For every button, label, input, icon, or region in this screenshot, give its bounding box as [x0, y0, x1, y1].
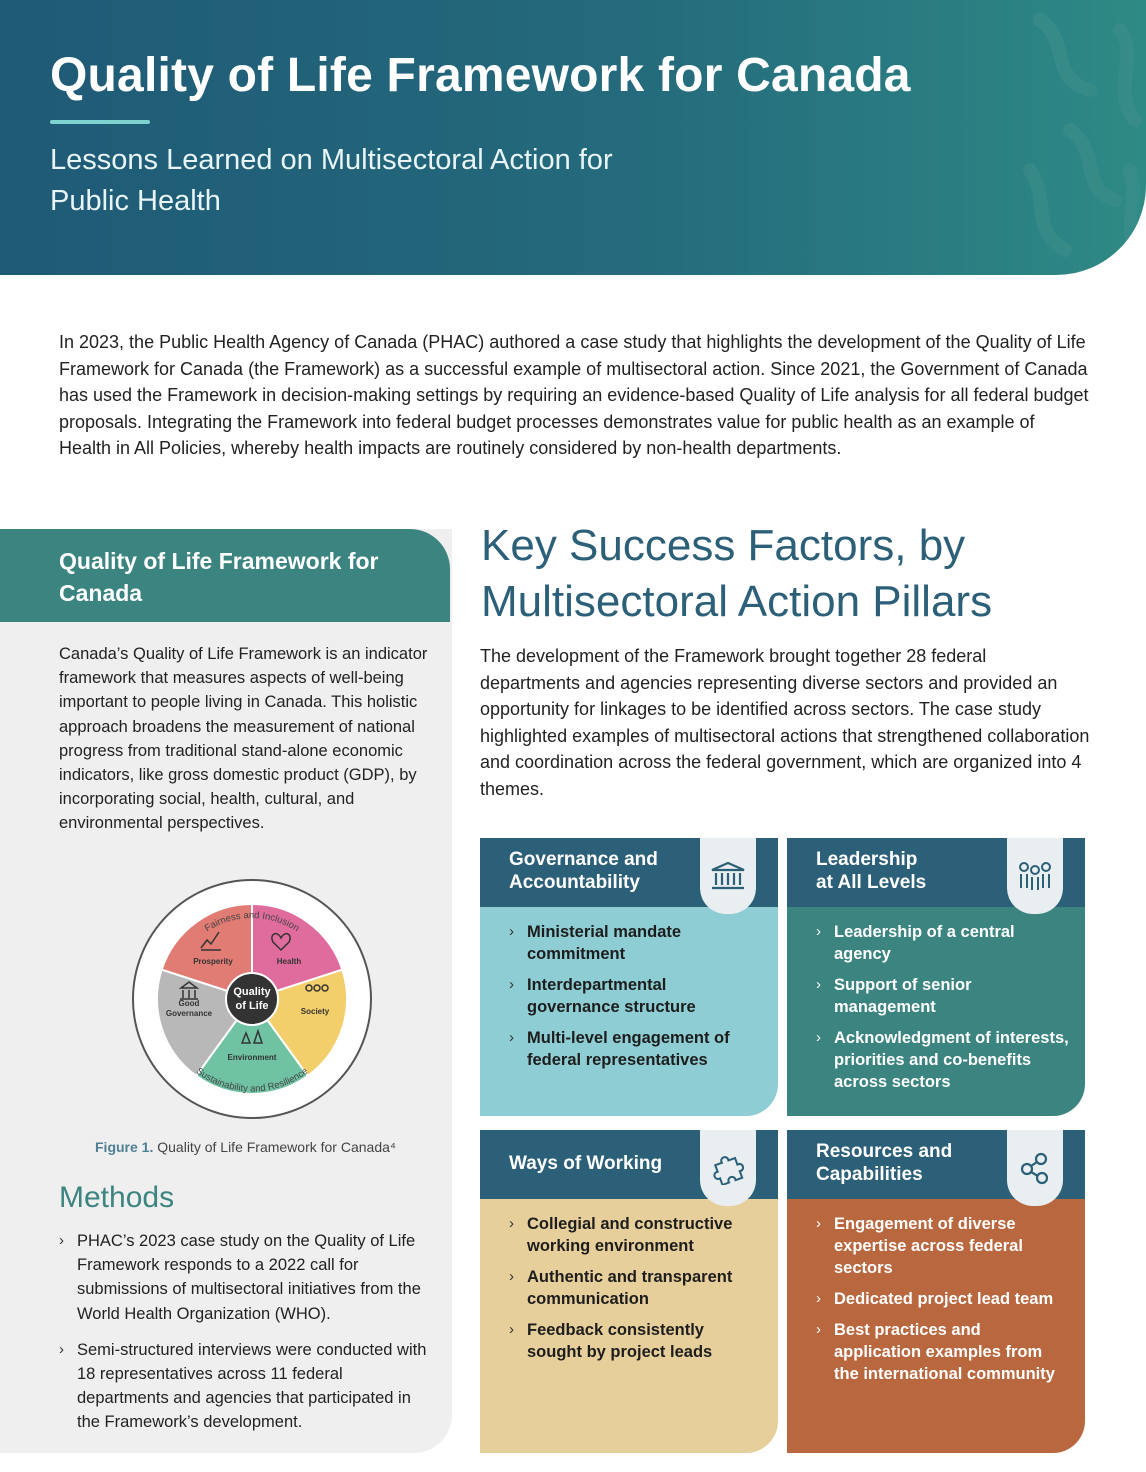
list-item: › Engagement of diverse expertise across federal sectors — [816, 1215, 1023, 1277]
wheel-center-line2: of Life — [235, 1000, 269, 1012]
sidebar-panel — [0, 529, 452, 1453]
card-title: Leadership at All Levels — [816, 849, 927, 893]
institution-icon — [709, 860, 747, 892]
card-icon-tab — [700, 838, 756, 914]
sidebar-body: Canada’s Quality of Life Framework is an indicator framework that measures aspects of well-being important to people living in Canada. This holistic approach broadens the measurement of national progress from traditional stand-alone economic indicators, like gross domestic product (GDP), by incorporating social, health, cultural, and environmental perspectives. — [59, 645, 428, 833]
page-subtitle: Lessons Learned on Multisectoral Action for Public Health — [50, 144, 613, 217]
card-icon-tab — [1007, 838, 1063, 914]
title-rule — [50, 120, 150, 124]
sidebar-title: Quality of Life Framework for Canada — [59, 548, 379, 606]
card-header — [787, 838, 1085, 907]
card-title: Resources and Capabilities — [816, 1141, 953, 1185]
chevron-right-icon: › — [816, 1215, 821, 1232]
card-icon-tab — [700, 1130, 756, 1206]
card-header — [787, 1130, 1085, 1199]
chevron-right-icon: › — [816, 923, 821, 940]
list-item: › Best practices and application examples from the international community — [816, 1321, 1055, 1383]
decorative-pattern-icon — [1010, 0, 1146, 275]
card-icon-tab — [1007, 1130, 1063, 1206]
network-icon — [1018, 1151, 1052, 1185]
chevron-right-icon: › — [509, 1321, 514, 1338]
pillar-card-leadership — [787, 838, 1085, 1116]
label-governance: Governance — [165, 1009, 213, 1018]
label-health: Health — [276, 957, 302, 966]
list-item: › Authentic and transparent communication — [509, 1268, 733, 1308]
label-environment: Environment — [227, 1053, 277, 1062]
label-society: Society — [300, 1007, 330, 1016]
list-item: › Support of senior management — [816, 976, 972, 1016]
chevron-right-icon: › — [509, 923, 514, 940]
section-title: Key Success Factors, by Multisectoral Action Pillars — [481, 521, 993, 626]
label-prosperity: Prosperity — [193, 957, 233, 966]
list-item: › Collegial and constructive working environment — [509, 1215, 733, 1255]
list-item: › Multi-level engagement of federal representatives — [509, 1029, 730, 1069]
card-title: Governance and Accountability — [509, 849, 658, 893]
list-item: › PHAC’s 2023 case study on the Quality of Life Framework responds to a 2022 call for submissions of multisectoral initiatives from the World Health Organization (WHO). — [59, 1229, 429, 1326]
caption-text: Quality of Life Framework for Canada⁴ — [153, 1139, 396, 1155]
arc-label-bottom: Sustainability and Resilience — [193, 1065, 311, 1095]
chevron-right-icon: › — [816, 1290, 821, 1307]
arc-label-top: Fairness and Inclusion — [202, 909, 302, 935]
list-item: › Feedback consistently sought by project leads — [509, 1321, 713, 1361]
header-banner — [0, 0, 1146, 275]
caption-label: Figure 1. — [95, 1139, 154, 1155]
wheel-center-line1: Quality — [233, 986, 271, 998]
list-item: › Leadership of a central agency — [816, 923, 1015, 963]
card-header — [480, 1130, 778, 1199]
chevron-right-icon: › — [816, 976, 821, 993]
chevron-right-icon: › — [816, 1321, 821, 1338]
sidebar-heading-bar — [0, 529, 450, 622]
chevron-right-icon: › — [509, 1268, 514, 1285]
list-item: › Acknowledgment of interests, priorities and co-benefits across sectors — [816, 1029, 1069, 1091]
chevron-right-icon: › — [509, 1029, 514, 1046]
methods-title: Methods — [59, 1181, 175, 1214]
chevron-right-icon: › — [509, 1215, 514, 1232]
label-good: Good — [178, 999, 200, 1008]
list-item: › Ministerial mandate commitment — [509, 923, 682, 963]
chevron-right-icon: › — [816, 1029, 821, 1046]
chevron-right-icon: › — [509, 976, 514, 993]
page-title: Quality of Life Framework for Canada — [50, 49, 911, 102]
pillar-card-ways-of-working — [480, 1130, 778, 1453]
people-icon — [1017, 860, 1053, 892]
card-title: Ways of Working — [509, 1153, 663, 1174]
puzzle-icon — [711, 1151, 745, 1185]
section-body: The development of the Framework brought together 28 federal departments and agencies representing diverse sectors and provided an opportunity for linkages to be identified across sectors. The case study highlighted examples of multisectoral actions that strengthened collaboration and coordination across the federal government, which are organized into 4 themes. — [480, 646, 1090, 799]
pillar-card-governance — [480, 838, 778, 1116]
chevron-right-icon: › — [59, 1232, 64, 1249]
list-item: › Semi-structured interviews were conducted with 18 representatives across 11 federal departments and agencies that participated in the Framework’s development. — [59, 1338, 429, 1435]
pillar-card-resources — [787, 1130, 1085, 1453]
list-item: › Interdepartmental governance structure — [509, 976, 696, 1016]
chevron-right-icon: › — [59, 1340, 64, 1358]
intro-paragraph: In 2023, the Public Health Agency of Canada (PHAC) authored a case study that highlights the development of the Quality of Life Framework for Canada (the Framework) as a successful example of multisectoral action. Since 2021, the Government of Canada has used the Framework in decision-making settings by requiring an evidence-based Quality of Life analysis for all federal budget proposals. Integrating the Framework into federal budget processes demonstrates value for public health as an example of Health in All Policies, whereby health impacts are routinely considered by non-health departments. — [59, 332, 1089, 459]
card-header — [480, 838, 778, 907]
figure-caption — [95, 1139, 396, 1155]
list-item: › Dedicated project lead team — [816, 1290, 1054, 1308]
methods-list — [59, 1229, 429, 1447]
quality-of-life-wheel — [131, 878, 373, 1120]
